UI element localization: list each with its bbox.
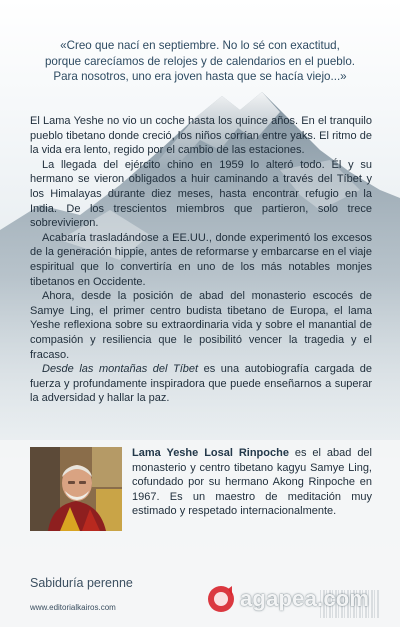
synopsis-paragraph: La llegada del ejército chino en 1959 lo alteró todo. Él y su hermano se vieron obligados a huir caminando a través del Tíbet y los Himalayas durante diez meses, hasta encontrar refugio en la India. De los trescientos miembros que partieron, solo trece sobrevivieron. <box>30 158 372 230</box>
quote-line: porque carecíamos de relojes y de calendarios en el pueblo. <box>44 54 355 68</box>
synopsis-paragraph: Acabaría trasladándose a EE.UU., donde experimentó los excesos de la generación hippie, antes de reformarse y embarcarse en el viaje espiritual que lo convertiría en uno de los más notables monjes tibetanos en Occidente. <box>30 231 372 288</box>
collection-name: Sabiduría perenne <box>30 576 133 590</box>
synopsis-paragraph <box>30 362 372 406</box>
synopsis-paragraph: Ahora, desde la posición de abad del monasterio escocés de Samye Ling, el primer centro budista tibetano de Europa, el lama Yeshe reflexiona sobre su extraordinaria vida y sobre el manantial de compasión y resiliencia que le posibilitó vencer la tragedia y el fracaso. <box>30 290 372 361</box>
author-bio <box>132 446 372 519</box>
author-name: Lama Yeshe Losal Rinpoche <box>132 447 289 459</box>
author-bio-text: es el abad del monasterio y centro tibetano kagyu Samye Ling, cofundado por su hermano Akong Rinpoche en 1967. Es un maestro de meditación muy estimado y respetado internacionalmente. <box>132 447 372 518</box>
synopsis-paragraph: El Lama Yeshe no vio un coche hasta los quince años. En el tranquilo pueblo tibetano donde creció, los niños corrían entre yaks. El ritmo de la vida era lento, regido por el cambio de las estaciones. <box>30 115 372 157</box>
book-title: Desde las montañas del Tíbet <box>42 363 199 376</box>
quote-line: «Creo que nací en septiembre. No lo sé con exactitud, <box>60 39 340 52</box>
watermark-text: agapea.com <box>240 586 370 611</box>
author-photo <box>30 447 122 531</box>
synopsis-paragraph-rest: es una autobiografía cargada de fuerza y profundamente inspiradora que puede enseñarnos a superar la adversidad y hallar la paz. <box>30 363 372 405</box>
watermark <box>206 582 376 616</box>
author-portrait-icon <box>30 447 122 531</box>
publisher-website: www.editorialkairos.com <box>30 603 116 612</box>
synopsis <box>30 114 372 406</box>
pull-quote <box>30 38 370 85</box>
quote-line: Para nosotros, uno era joven hasta que se hacía viejo...» <box>53 70 347 83</box>
agapea-logo-icon <box>206 584 236 614</box>
